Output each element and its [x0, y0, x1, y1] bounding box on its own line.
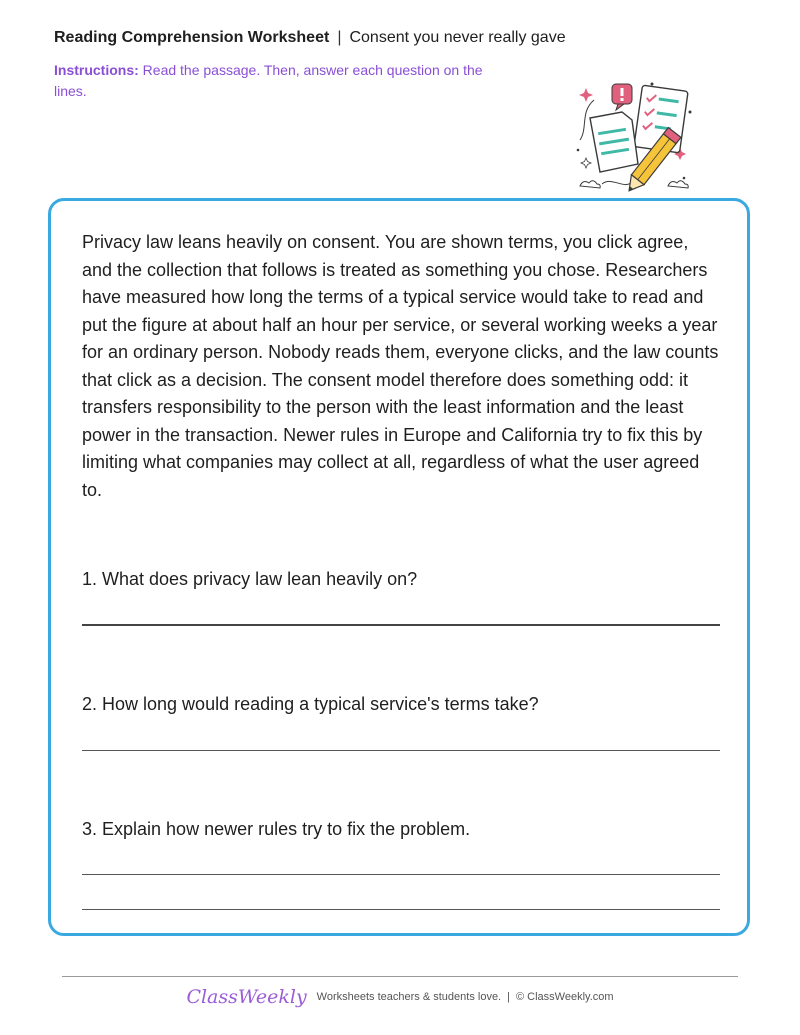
worksheet-header	[54, 28, 566, 48]
header-separator: |	[337, 29, 342, 46]
answer-line-3b[interactable]	[82, 909, 720, 910]
answer-line-2[interactable]	[82, 750, 720, 751]
question-2: 2. How long would reading a typical service's terms take?	[82, 694, 539, 714]
worksheet-title: Reading Comprehension Worksheet	[54, 29, 330, 46]
footer-copyright: © ClassWeekly.com	[515, 991, 614, 1003]
answer-line-1[interactable]	[82, 624, 720, 626]
page-footer	[0, 986, 800, 1008]
worksheet-subtitle: Consent you never really gave	[349, 29, 566, 46]
reading-passage: Privacy law leans heavily on consent. You are shown terms, you click agree, and the collection that follows is treated as something you chose. Researchers have measured how long the terms of a typical service would take to read and put the figure at about half an hour per service, or several working weeks a year for an ordinary person. Nobody reads them, everyone clicks, and the law counts that click as a decision. The consent model therefore does something odd: it transfers responsibility to the person with the least information and the least power in the transaction. Newer rules in Europe and California try to fix this by limiting what companies may collect at all, regardless of what the user agreed to.	[82, 232, 719, 500]
checklist-document-pencil-icon	[572, 78, 698, 196]
footer-separator: |	[507, 991, 510, 1003]
question-1: 1. What does privacy law lean heavily on?	[82, 569, 418, 589]
instructions-label: Instructions:	[54, 62, 139, 78]
passage-card	[48, 198, 750, 936]
instructions	[54, 60, 514, 102]
footer-divider	[62, 976, 738, 977]
question-3: 3. Explain how newer rules try to fix the problem.	[82, 819, 471, 839]
instructions-text: Read the passage. Then, answer each question on the lines.	[54, 62, 483, 99]
brand-logo: ClassWeekly	[186, 986, 307, 1008]
answer-line-3a[interactable]	[82, 874, 720, 875]
footer-tagline: Worksheets teachers & students love.	[316, 991, 502, 1003]
